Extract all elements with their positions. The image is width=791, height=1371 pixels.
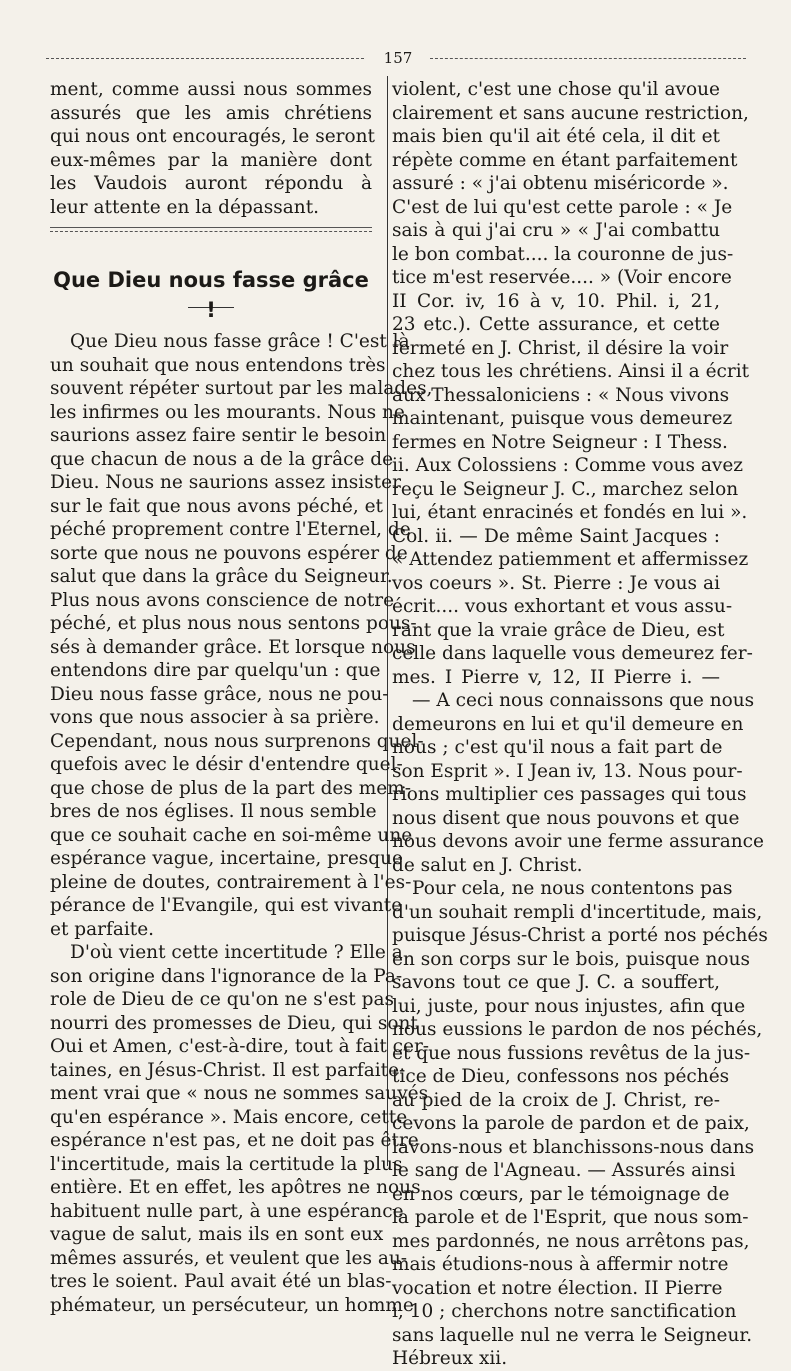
text-line: assuré : « j'ai obtenu miséricorde ». [392, 173, 729, 194]
text-line: au pied de la croix de J. Christ, re- [392, 1089, 720, 1111]
text-line: espérance vague, incertaine, presque [50, 848, 403, 869]
text-line: entière. Et en effet, les apôtres ne nous [50, 1177, 421, 1198]
text-line: tice de Dieu, confessons nos péchés [392, 1066, 730, 1087]
text-line: leur attente en la dépassant. [50, 196, 320, 218]
text-line: l'incertitude, mais la certitude la plus [50, 1153, 403, 1175]
header-rule-left [46, 58, 364, 59]
text-line: chez tous les chrétiens. Ainsi il a écrit [392, 361, 750, 382]
text-line: les Vaudois auront répondu à [50, 173, 372, 194]
text-line: reçu le Seigneur J. C., marchez selon [392, 478, 739, 500]
text-line: quefois avec le désir d'entendre quel- [50, 754, 403, 775]
text-line: maintenant, puisque vous demeurez [392, 408, 733, 429]
left-column [50, 78, 433, 1317]
text-line: sans laquelle nul ne verra le Seigneur. [392, 1324, 753, 1346]
text-line: lavons-nous et blanchissons-nous dans [392, 1136, 755, 1158]
text-line: espérance n'est pas, et ne doit pas être [50, 1130, 419, 1151]
text-line: Dieu. Nous ne saurions assez insister [50, 472, 401, 493]
page-header [46, 46, 746, 70]
text-line: son Esprit ». I Jean iv, 13. Nous pour- [392, 760, 743, 782]
text-line: nourri des promesses de Dieu, qui sont [50, 1012, 418, 1034]
text-line: sés à demander grâce. Et lorsque nous [50, 636, 416, 658]
text-line: écrit.... vous exhortant et vous assu- [392, 596, 733, 617]
text-line: vague de salut, mais ils en sont eux [50, 1224, 384, 1245]
text-line: Plus nous avons conscience de notre [50, 589, 395, 611]
text-line: un souhait que nous entendons très [50, 354, 386, 376]
text-line: tice m'est reservée.... » (Voir encore [392, 267, 732, 288]
text-line: qui nous ont encouragés, le seront [50, 126, 375, 147]
text-line: D'où vient cette incertitude ? Elle a [70, 942, 403, 963]
text-line: sais à qui j'ai cru » « J'ai combattu [392, 220, 720, 241]
text-line: assurés que les amis chrétiens [50, 102, 372, 124]
text-line: habituent nulle part, à une espérance [50, 1200, 404, 1222]
text-line: C'est de lui qu'est cette parole : « Je [392, 196, 733, 218]
text-line: role de Dieu de ce qu'on ne s'est pas [50, 989, 394, 1010]
text-line: eux-mêmes par la manière dont [50, 149, 372, 171]
text-line: péché, et plus nous nous sentons pous- [50, 613, 417, 634]
text-line: fermeté en J. Christ, il désire la voir [392, 337, 729, 359]
article-title: Que Dieu nous fasse grâce ! [53, 268, 369, 322]
text-line: taines, en Jésus-Christ. Il est parfaite- [50, 1059, 406, 1081]
text-line: bres de nos églises. Il nous semble [50, 801, 377, 822]
text-line: ment, comme aussi nous sommes [50, 79, 372, 100]
text-line: ment vrai que « nous ne sommes sauvés [50, 1083, 429, 1104]
section-separator [50, 219, 372, 245]
text-line: « Attendez patiemment et affermissez [392, 549, 749, 570]
header-rule-right [430, 58, 746, 59]
text-line: tres le soient. Paul avait été un blas- [50, 1271, 392, 1292]
text-line: saurions assez faire sentir le besoin [50, 425, 387, 446]
text-line: entendons dire par quelqu'un : que [50, 660, 381, 681]
text-line: péché proprement contre l'Eternel, de [50, 519, 411, 540]
text-line: II Cor. iv, 16 à v, 10. Phil. i, 21, [392, 290, 720, 312]
article-body-right [392, 78, 768, 1371]
text-line: pérance de l'Evangile, qui est vivante [50, 895, 403, 916]
text-line: Cependant, nous nous surprenons quel- [50, 730, 424, 752]
text-line: nous ; c'est qu'il nous a fait part de [392, 737, 723, 758]
text-line: cevons la parole de pardon et de paix, [392, 1113, 750, 1134]
text-line: mes pardonnés, ne nous arrêtons pas, [392, 1230, 750, 1252]
text-line: mes. I Pierre v, 12, II Pierre i. — [392, 666, 720, 688]
text-line: Oui et Amen, c'est-à-dire, tout à fait cer- [50, 1036, 430, 1057]
text-line: vons que nous associer à sa prière. [50, 707, 380, 728]
text-line: Pour cela, ne nous contentons pas [412, 878, 733, 899]
text-line: Hébreux xii. [392, 1348, 508, 1369]
text-line: pleine de doutes, contrairement à l'es- [50, 871, 412, 893]
text-line: et que nous fussions revêtus de la jus- [392, 1042, 751, 1064]
text-line: aux Thessaloniciens : « Nous vivons [392, 384, 730, 406]
text-line: qu'en espérance ». Mais encore, cette [50, 1106, 408, 1128]
text-line: nous devons avoir une ferme assurance [392, 831, 764, 852]
text-line: répète comme en étant parfaitement [392, 149, 738, 171]
text-line: vos coeurs ». St. Pierre : Je vous ai [392, 572, 720, 594]
text-line: la parole et de l'Esprit, que nous som- [392, 1207, 749, 1228]
text-line: nous disent que nous pouvons et que [392, 807, 740, 829]
text-line: ii. Aux Colossiens : Comme vous avez [392, 455, 744, 476]
text-line: salut que dans la grâce du Seigneur. [50, 566, 393, 587]
text-line: clairement et sans aucune restriction, [392, 102, 749, 124]
text-line: mêmes assurés, et veulent que les au- [50, 1247, 408, 1269]
text-line: Dieu nous fasse grâce, nous ne pou- [50, 683, 389, 705]
text-line: i, 10 ; cherchons notre sanctification [392, 1301, 737, 1322]
article-body-left [50, 330, 433, 1317]
text-line: savons tout ce que J. C. a souffert, [392, 972, 720, 993]
text-line: celle dans laquelle vous demeurez fer- [392, 643, 753, 664]
text-line: rions multiplier ces passages qui tous [392, 784, 747, 805]
text-line: de salut en J. Christ. [392, 854, 583, 876]
text-line: d'un souhait rempli d'incertitude, mais, [392, 901, 763, 923]
text-line: que chose de plus de la part des mem- [50, 777, 412, 799]
text-line: et parfaite. [50, 918, 155, 940]
text-line: que chacun de nous a de la grâce de [50, 448, 394, 470]
text-line: rant que la vraie grâce de Dieu, est [392, 619, 725, 641]
text-line: les infirmes ou les mourants. Nous ne [50, 401, 405, 423]
text-line: Col. ii. — De même Saint Jacques : [392, 525, 720, 547]
text-line: 23 etc.). Cette assurance, et cette [392, 314, 720, 335]
text-line: son origine dans l'ignorance de la Pa- [50, 965, 403, 987]
text-line: souvent répéter surtout par les malades, [50, 378, 433, 399]
text-line: phémateur, un persécuteur, un homme [50, 1294, 414, 1316]
text-line: que ce souhait cache en soi-même une [50, 824, 413, 846]
text-line: mais étudions-nous à affermir notre [392, 1254, 729, 1275]
text-line: lui, juste, pour nous injustes, afin que [392, 995, 746, 1017]
text-line: lui, étant enracinés et fondés en lui ». [392, 502, 748, 523]
text-line: le bon combat.... la couronne de jus- [392, 243, 734, 265]
page-number: 157 [383, 49, 413, 67]
text-line: mais bien qu'il ait été cela, il dit et [392, 126, 720, 147]
text-line: sur le fait que nous avons péché, et [50, 495, 383, 517]
text-line: en son corps sur le bois, puisque nous [392, 948, 750, 970]
text-line: nous eussions le pardon de nos péchés, [392, 1019, 763, 1040]
text-line: en nos cœurs, par le témoignage de [392, 1183, 730, 1205]
text-line: Que Dieu nous fasse grâce ! C'est là [70, 331, 410, 352]
text-line: — A ceci nous connaissons que nous [412, 690, 755, 711]
text-line: le sang de l'Agneau. — Assurés ainsi [392, 1160, 736, 1181]
intro-paragraph [50, 78, 375, 219]
text-line: fermes en Notre Seigneur : I Thess. [392, 431, 728, 453]
text-line: demeurons en lui et qu'il demeure en [392, 713, 744, 735]
right-column [392, 78, 768, 1371]
text-line: puisque Jésus-Christ a porté nos péchés [392, 925, 768, 946]
text-line: violent, c'est une chose qu'il avoue [392, 79, 720, 100]
text-line: vocation et notre élection. II Pierre [392, 1277, 723, 1299]
text-line: sorte que nous ne pouvons espérer de [50, 542, 408, 564]
